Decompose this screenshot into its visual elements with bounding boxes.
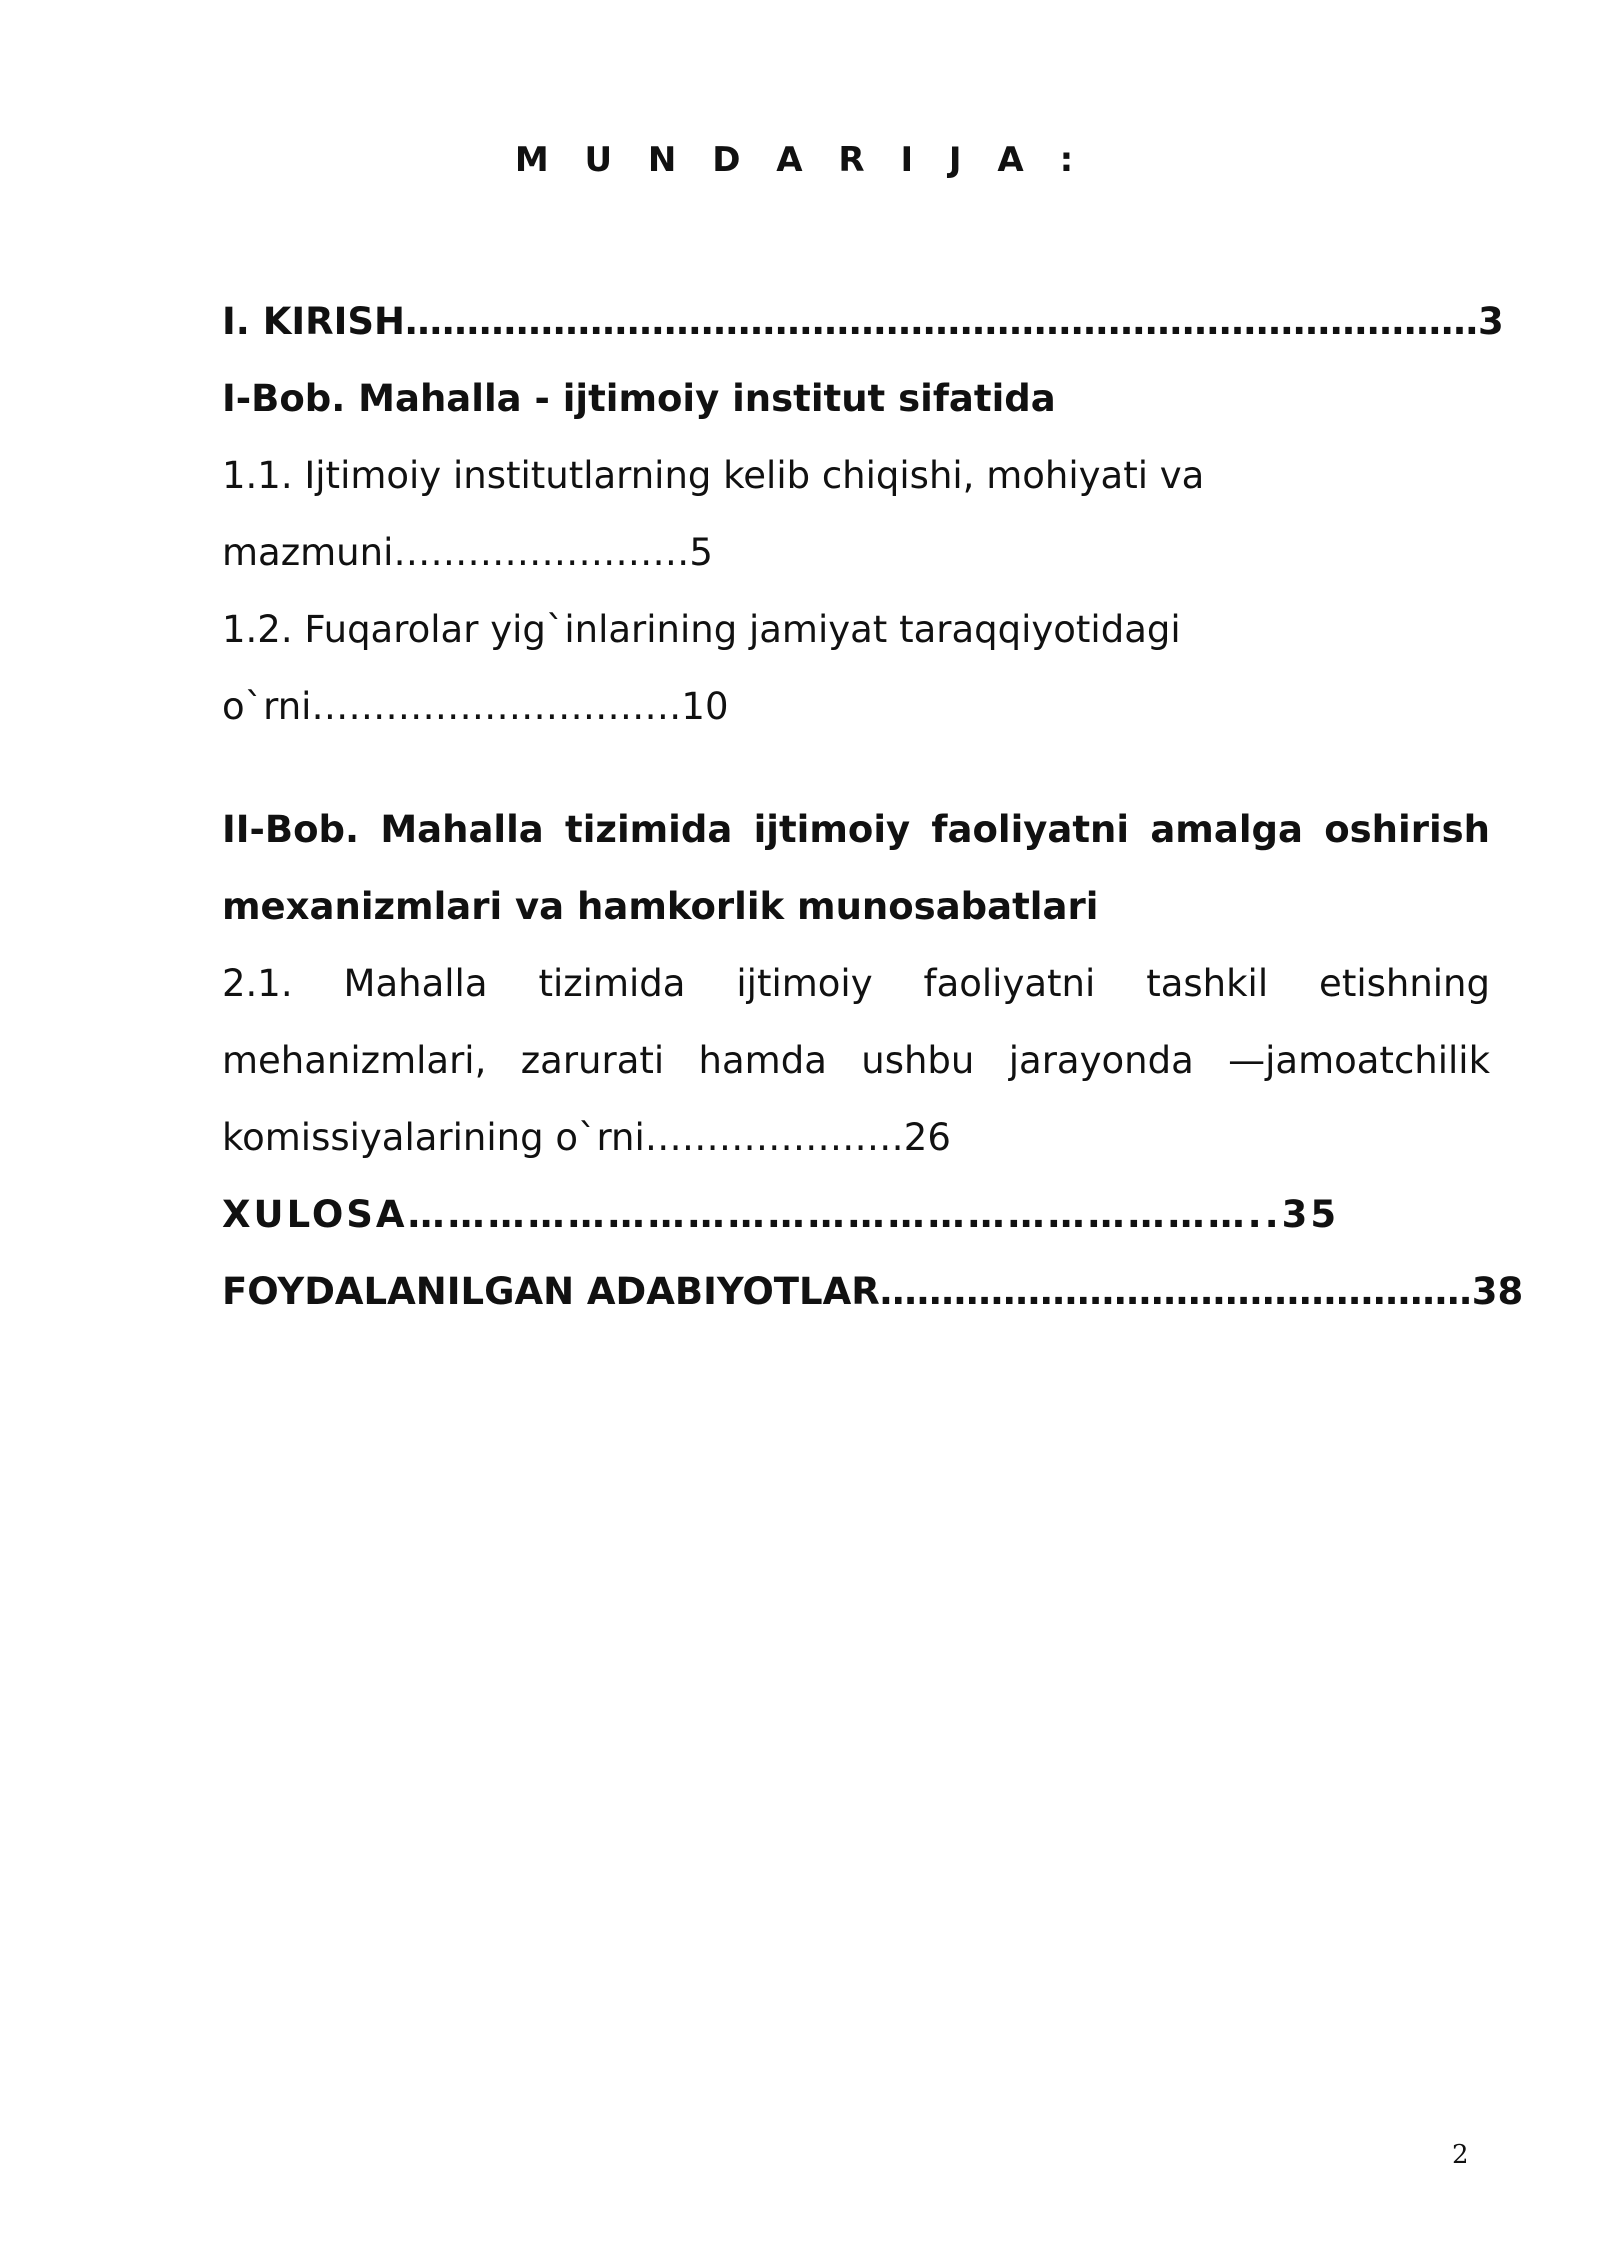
toc-section-1-1-line2: mazmuni……………………5 <box>222 531 713 574</box>
toc-entry-adabiyotlar: FOYDALANILGAN ADABIYOTLAR…………………………………………38 <box>222 1270 1524 1313</box>
page-number: 2 <box>1452 2140 1469 2170</box>
toc-chapter-1-title: I-Bob. Mahalla - ijtimoiy institut sifatida <box>222 377 1056 420</box>
toc-section-1-2-line1: 1.2. Fuqarolar yig`inlarining jamiyat taraqqiyotidagi <box>222 608 1181 651</box>
toc-section-1-2-line2: o`rni…………………………10 <box>222 685 729 728</box>
toc-chapter-2-title: II-Bob. Mahalla tizimida ijtimoiy faoliyatni amalga oshirish mexanizmlari va hamkorlik munosabatlari <box>222 808 1490 928</box>
contents-heading: M U N D A R I J A : <box>514 140 1086 180</box>
toc-section-1-1-line1: 1.1. Ijtimoiy institutlarning kelib chiqishi, mohiyati va <box>222 454 1205 497</box>
toc-entry-kirish: I. KIRISH……………………………………………………………………………3 <box>222 300 1504 343</box>
toc-entry-xulosa: XULOSA………………………………………………………..35 <box>222 1193 1340 1236</box>
table-of-contents <box>222 283 1524 1330</box>
toc-section-2-1: 2.1. Mahalla tizimida ijtimoiy faoliyatni tashkil etishning mehanizmlari, zarurati hamda ushbu jarayonda —jamoatchilik komissiyalarining o`rni…………………26 <box>222 962 1490 1159</box>
